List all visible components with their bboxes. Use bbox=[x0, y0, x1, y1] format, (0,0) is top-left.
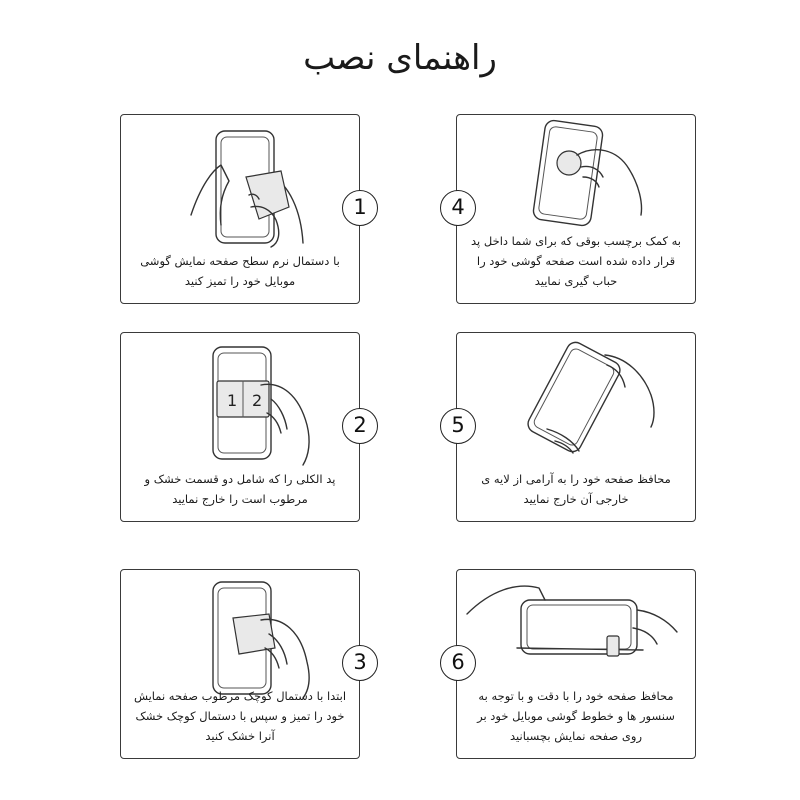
step-6-card bbox=[456, 569, 696, 759]
step-3-text: ابتدا با دستمال کوچک مرطوب صفحه نمایش خود را تمیز و سپس با دستمال کوچک خشک آنرا خشک کنید bbox=[133, 689, 347, 743]
step-6-text: محافظ صفحه خود را با دقت و با توجه به سنسور ها و خطوط گوشی موبایل خود بر روی صفحه نمایش بچسبانید bbox=[477, 689, 675, 743]
step-3-number: 3 bbox=[342, 645, 378, 681]
step-5-text: محافظ صفحه خود را به آرامی از لایه ی خارجی آن خارج نمایید bbox=[481, 472, 671, 506]
step-1-number: 1 bbox=[342, 190, 378, 226]
pad-label-1: 1 bbox=[227, 391, 238, 410]
step-4-card bbox=[456, 114, 696, 304]
step-4-text: به کمک برچسب بوقی که برای شما داخل پد قرار داده شده است صفحه گوشی خود را حباب گیری نمایید bbox=[471, 234, 681, 288]
step-4-number: 4 bbox=[440, 190, 476, 226]
step-2-number: 2 bbox=[342, 408, 378, 444]
pad-label-2: 2 bbox=[252, 391, 263, 410]
step-1-text: با دستمال نرم سطح صفحه نمایش گوشی موبایل خود را تمیز کنید bbox=[140, 254, 340, 288]
step-2-card bbox=[120, 332, 360, 522]
page-title: راهنمای نصب bbox=[303, 38, 497, 78]
step-2-text: پد الکلی را که شامل دو قسمت خشک و مرطوب است را خارج نمایید bbox=[144, 472, 336, 506]
step-3-card bbox=[120, 569, 360, 759]
step-5-number: 5 bbox=[440, 408, 476, 444]
step-5-card bbox=[456, 332, 696, 522]
step-6-number: 6 bbox=[440, 645, 476, 681]
step-1-card bbox=[120, 114, 360, 304]
